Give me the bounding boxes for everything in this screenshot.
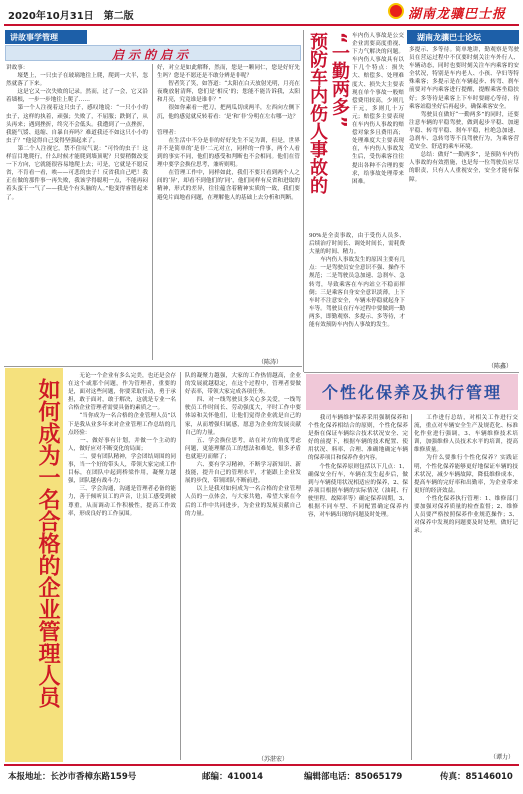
right-section-divider [304, 372, 519, 373]
footer-rule [4, 764, 519, 766]
left-bottom-text-col2: 队的凝聚力越强，大家的工作热情越高，企业的发展就越稳定，在这个过程中，管理者要做好表率，带领大家完成各项任务。 四、对一线驾驶员多关心多关爱，一线驾驶员工作时间长、劳动强度大，平时工作中要体谅和关怀他们，让他们觉得企业就是自己的家，从而增强归属感，愿意为企业的发展贡献自己的力量。 五、学会换位思考，站在对方的角度考虑问题，更能理解员工的想法和难处，很多矛盾也就迎刃而解了； 六、要有学习精神，不断学习新知识、新技能，提升自己的管理水平，才能跟上企业发展的步伐，带领团队不断前进。 以上是我对如何成为一名合格的企业管理人员的一点体会，与大家共勉，希望大家在今后的工作中共同进步，为企业的发展贡献自己的力量。 [185, 373, 301, 517]
middle-headline-block [306, 32, 350, 232]
left-bottom-author: （苏湛宏） [258, 756, 289, 763]
left-top-headline-box [5, 45, 301, 61]
right-bottom-author: （谭力） [490, 754, 515, 761]
middle-text-top: 车内伤人事故是公交企业需要高度重视、下力气解决的问题。车内伤人事故具有以下几个特点：损失大、赔偿多、处理难度大、损失大主要表现在单个事故一般赔偿费用较高，少则几千元，多则几十万元；赔偿多主要表现在车内伤人事故的赔偿对象多且费用高；处理难度大主要表现在，车内伤人事故发生后，受伤乘客往往提出各种不合理的要求，给事故处理带来困难。 [352, 33, 404, 185]
masthead-logo [388, 1, 518, 23]
masthead-rule [4, 24, 519, 26]
paper-name: 湖南龙骧巴士报 [408, 7, 507, 22]
footer-editor-phone: 编辑部电话：85065179 [304, 772, 403, 782]
left-top-text-col1: 讲故事： 壕楚上，一只虫子在玻璃地往上爬，爬到一大半，忽然就落了下来。 这是它又一次失败的记录。然而，过了一会，它又沿着墙根，一步一步地往上爬了…… 第一个人注视着这只虫子，感叹地说：“一只小小的虫子，这样的执着，顽强；失败了，不屈服；跌倒了，从头再来；遇到挫折，终究不会低头。我遭到了一点挫折，我能气馁、退缩、自暴自弃吗？难道我还不如这只小小的虫子？”他觉得自己变得坚强起来了。 第二个人注视它，禁不住叹气说：“可怜的虫子！这样盲目地爬行，什么时候才能爬到墙顶呢？只要稍微改变一下方向，它就能很容易地爬上去；可是，它就是不愿反省，不肯看一看，唉——可悲的虫子！反省我自己吧！我正在做的那件事一再失败，我该学得聪明一点，不能再闷着头蛮干一气了——我是个有头脑的人。”他变得睿智起来了。 [6, 65, 148, 201]
left-bottom-headline: 如何成为一名合格的企业管理人员 [35, 378, 60, 708]
left-bottom-headline-panel [5, 368, 63, 762]
left-bottom-text-col1: 无论一个企业有多么完美，也还是会存在这个或那个问题，作为管理者，重要的是，面对这些问题，你要采取行动，勇于承担，敢于面对，敢于解决，这就是专业一名合格企业管理者需要具备的素质之一。 “当你成为一名合格的企业管理人员”以下是我从业多年来对企业管理工作总结的几点经验： 一、做好事有计划，并做一个主动的人，做好应对不断变化的局面； 二、要有团队精神，学会团结周围的同事，当一个好的带头人，带领大家完成工作目标，在团队中起到桥梁作用，凝聚力越强，团队越有战斗力； 三、学会沟通，沟通是管理者必备的能力，善于倾听员工的声音，让员工感受到被尊重，从而调动工作积极性，提高工作效率，形成良好的工作氛围。 [68, 373, 176, 517]
masthead-date-issue: 2020年10月31日 第二版 [8, 11, 134, 22]
right-bottom-text-col1: 我司车辆维护保养采用强制保养和个性化保养相结合的原则，个性化保养是指在保证车辆综合技术状况安全、完好的前提下，根据车辆的技术配置、使用状况、料率、合理、准确地确定车辆的保养项目和保养作业内容。 个性化保养原则包括以下几点：1、确保安全行车，车辆在发生起步后，做到与车辆使用状况相适应的保养，2、保养项目根据车辆的实际情况（油耗、行驶里程、故障率等）确定保养周期，3、根据不同车型、不同配置确定保养内容，对车辆出现的问题及时处理。 [308, 415, 408, 519]
right-top-text: 多提示、多等待。简单地讲，勤观察是驾驶员在营运过程中不仅要时刻关注车外行人、车辆动态，同时也要时刻关注车内乘客的安全状况，特别是车内老人、小孩、孕妇等特殊乘客；多提示是在车辆起步、转弯、刹车前要对车内乘客进行提醒，提醒乘客坐稳扶好；多等待是乘客上下车时要耐心等待，待乘客站稳坐好后再起步，确保乘客安全。 驾驶员在做好“一勤两多”的同时，还要注意车辆的平稳驾驶，做到起步平稳、加速平稳、转弯平稳、刹车平稳，杜绝急加速、急刹车、急转弯等不良驾驶行为，为乘客营造安全、舒适的乘车环境。 总结：做好“一勤两多”，是预防车内伤人事故的有效措施，也是每一位驾驶员应尽的职责，只有人人重视安全，安全才能有保障。 [409, 47, 519, 183]
footer-postcode: 邮编：410014 [202, 772, 263, 782]
left-top-author: （陈涛） [258, 359, 283, 366]
right-bottom-text-col2: 工作进行总结，对相关工作进行交流，重点对车辆安全生产及规范化、标准化作业进行强调，3、车辆维修技术培训，加强维修人员技术水平的培训，提高维修质量。 为什么要推行个性化保养？实践证明，个性化保养能够更好地保证车辆的技术状况，减少车辆故障，降低维修成本，提高车辆的完好率和出勤率，为企业带来更好的经济效益。 个性化保养执行管理：1、维修部门要加强对保养质量的检查监督；2、维修人员要严格按照保养作业规范操作；3、对保养中发现的问题要及时处理，做好记录。 [414, 415, 518, 535]
left-top-column-title: 讲故事学管理 [10, 33, 58, 42]
middle-author: （陈鑫） [488, 363, 513, 370]
footer-address: 本报地址：长沙市香樟东路159号 [8, 772, 137, 782]
left-bottom-col-divider [180, 372, 181, 760]
right-bottom-headline: 个性化保养及执行管理 [321, 383, 502, 402]
right-top-column-tab [407, 30, 519, 44]
logo-emblem-icon [388, 3, 404, 19]
right-top-column-title: 湖南龙骧巴士论坛 [417, 33, 481, 42]
middle-headline: “一勤两多” 预防车内伤人事故的 [307, 32, 350, 194]
left-top-headline: 启示的启示 [112, 48, 193, 62]
left-section-divider [4, 366, 302, 367]
middle-text-main: 90%是全责事故，由于受伤人员多、后续治疗时间长、调处时间长，需耗费大量的时间、精力。 车内伤人事故发生的原因主要有几点：一是驾驶员安全意识不强、操作不规范；二是驾驶员急加速、急刹车、急转弯，导致乘客在车内站立不稳而摔倒；三是乘客自身安全意识淡薄，上下车时不注意安全，车辆未停稳就起身下车等。驾驶员在行车过程中要做到一勤两多，即勤观察、多提示、多等待，才能有效预防车内伤人事故的发生。 [309, 233, 405, 329]
left-top-col-divider [152, 64, 153, 360]
footer-fax: 传真：85146010 [440, 772, 513, 782]
right-bottom-col-divider [411, 414, 412, 760]
middle-left-divider [303, 30, 304, 372]
left-top-column-tab [5, 30, 87, 44]
left-top-text-col2: 好，对立是如此解释，然而，您是一颗同仁，您是好好先生吗？您是不愿还是不敢分辨是非呢？ 智者笑了笑，如答道：“太阳在白天放射光明，月亮在夜晚放射清辉，您们是‘相反’的；您能不能告诉我，太阳和月亮，究竟谁是谁非？” 很如你素看一把刀，把两瓜切成两半，左西向左侧下沉，他的感觉就反转着看：‘是’和‘非’分明在左右哪一边？ 管理者： 在生活中不分是非的好好先生不足为训，但是，世界并不是简单的‘是非’二元对立，同样的一件事，两个人看到的事实不同，他们的感受和判断也不会相同。他们在管理中要学会换位思考，兼听则明。 在管理工作中，同样如此，我们不要只看到两个人之间的‘异’，却看不到他们的‘同’，他们同样有反省和进取的精神，形式的差异，往往蕴含着精神实质的一致，我们要避免片面地看问题，在理解他人的基础上去分析和判断。 [157, 65, 300, 201]
right-bottom-headline-box [306, 374, 518, 410]
